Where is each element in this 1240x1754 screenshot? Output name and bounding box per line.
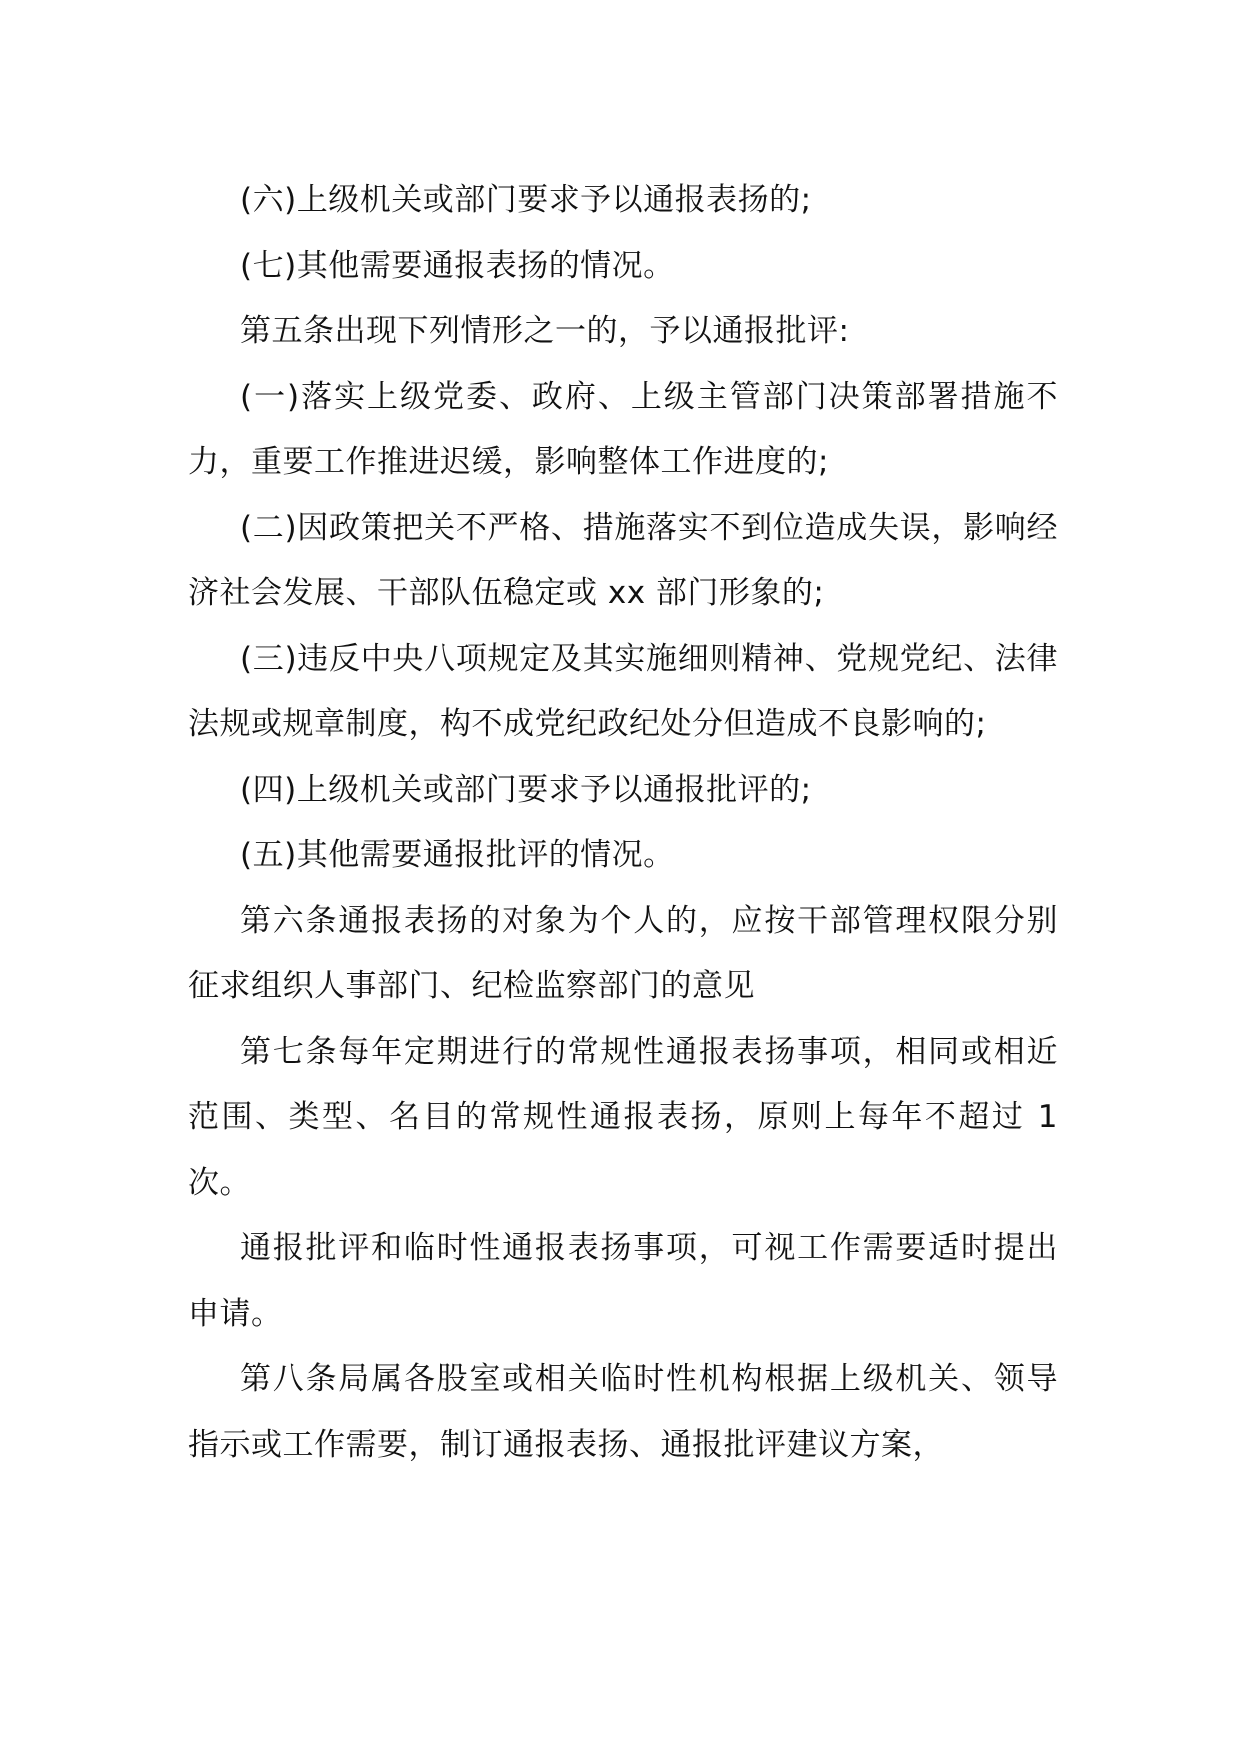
paragraph-item-1-criticism: (一)落实上级党委、政府、上级主管部门决策部署措施不力，重要工作推进迟缓，影响整体工作进度的; (188, 378, 1058, 480)
paragraph-article-6: 第六条通报表扬的对象为个人的，应按干部管理权限分别征求组织人事部门、纪检监察部门的意见 (188, 902, 1058, 1004)
paragraph-item-3-criticism: (三)违反中央八项规定及其实施细则精神、党规党纪、法律法规或规章制度，构不成党纪政纪处分但造成不良影响的; (188, 640, 1058, 742)
paragraph-item-7-commendation: (七)其他需要通报表扬的情况。 (240, 247, 675, 284)
paragraph-item-2-criticism: (二)因政策把关不严格、措施落实不到位造成失误，影响经济社会发展、干部队伍稳定或 xx 部门形象的; (188, 509, 1058, 611)
paragraph-item-4-criticism: (四)上级机关或部门要求予以通报批评的; (240, 771, 812, 808)
document-body (188, 168, 1058, 1478)
paragraph-article-5: 第五条出现下列情形之一的，予以通报批评: (240, 313, 850, 349)
paragraph-article-7: 第七条每年定期进行的常规性通报表扬事项，相同或相近范围、类型、名目的常规性通报表扬，原则上每年不超过 1 次。 (188, 1033, 1058, 1201)
paragraph-article-7-continued: 通报批评和临时性通报表扬事项，可视工作需要适时提出申请。 (188, 1230, 1058, 1332)
paragraph-item-6-commendation: (六)上级机关或部门要求予以通报表扬的; (240, 182, 812, 218)
paragraph-item-5-criticism: (五)其他需要通报批评的情况。 (240, 837, 675, 873)
paragraph-article-8: 第八条局属各股室或相关临时性机构根据上级机关、领导指示或工作需要，制订通报表扬、通报批评建议方案， (188, 1361, 1058, 1463)
